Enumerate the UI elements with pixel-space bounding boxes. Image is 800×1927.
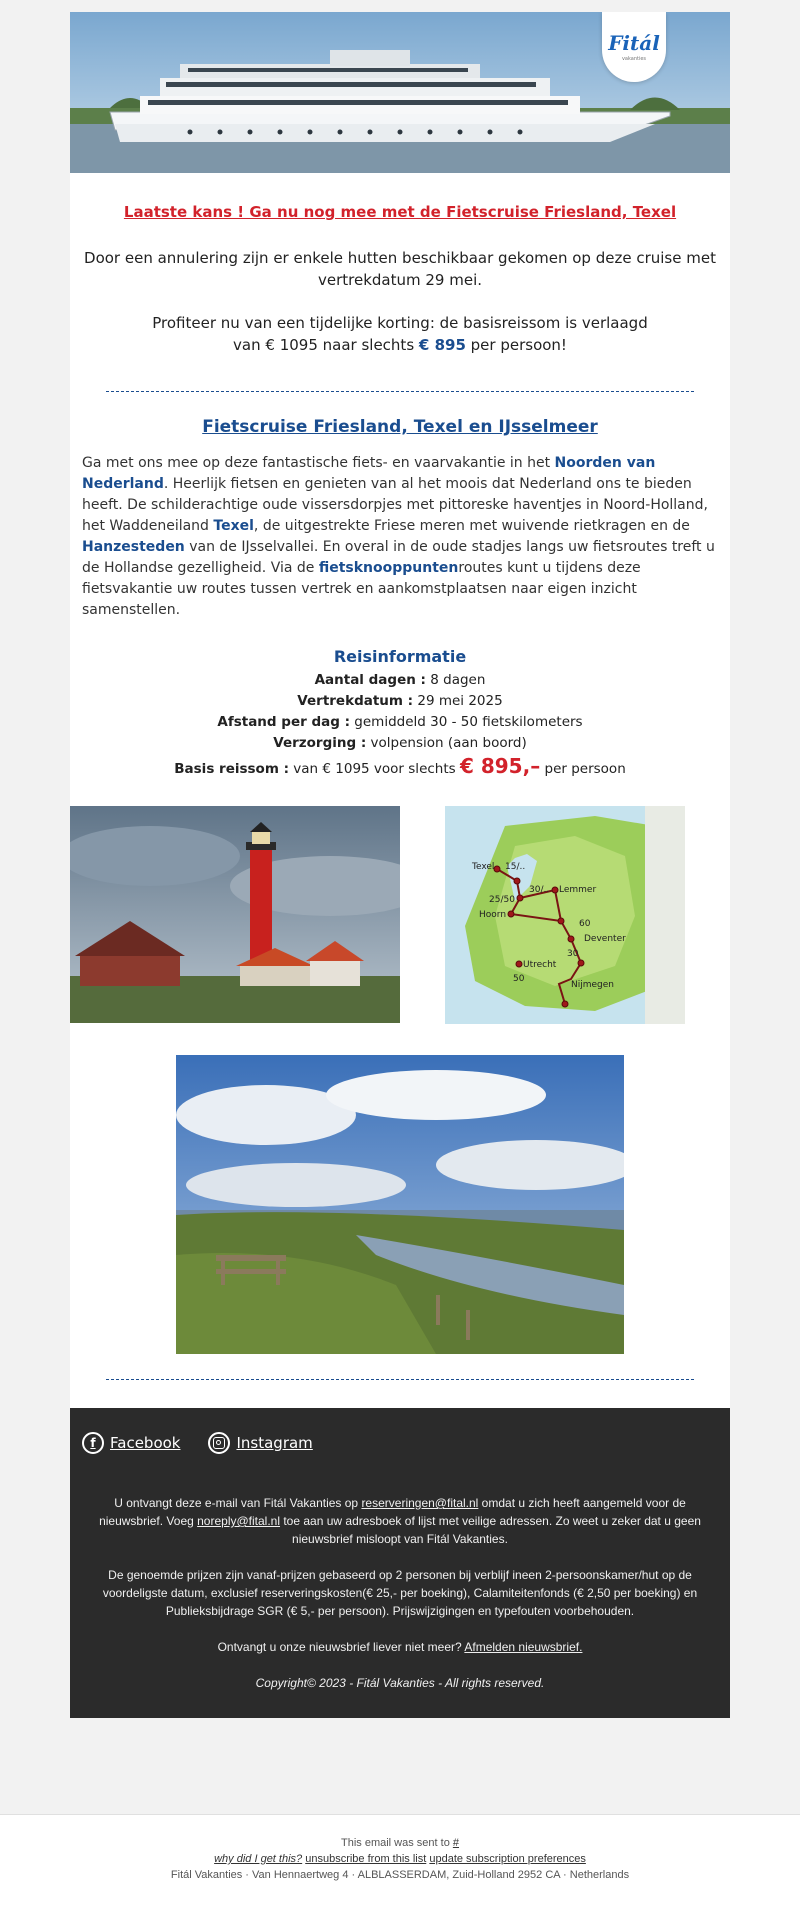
info-price-post: per persoon [540, 761, 626, 777]
info-price-big: € 895,– [459, 754, 541, 778]
landscape-illustration [176, 1055, 624, 1354]
social-links [82, 1428, 718, 1458]
footer [70, 1408, 730, 1718]
footer-copyright: Copyright© 2023 - Fitál Vakanties - All rights reserved. [255, 1676, 545, 1690]
instagram-label: Instagram [236, 1434, 313, 1452]
keyword-texel: Texel [213, 518, 254, 534]
unsubscribe-link[interactable]: unsubscribe from this list [305, 1853, 427, 1865]
hero-ship-image [70, 12, 730, 173]
body-text-3: , de uitgestrekte Friese meren met wuivende rietkragen en de [253, 518, 690, 534]
info-board [82, 733, 718, 754]
keyword-noorden: Noorden van Nederland [82, 455, 656, 492]
mailchimp-footer [0, 1814, 800, 1927]
description-text [82, 453, 718, 621]
info-days-value: 8 dagen [425, 672, 486, 688]
body-text-5: routes kunt u tijdens deze fietsvakantie uw routes tussen vertrek en aankomstplaatsen naar eigen inzicht samenstellen. [82, 560, 641, 618]
map-label-2550: 25/50 [489, 895, 515, 905]
info-days-label: Aantal dagen : [314, 672, 426, 688]
info-board-label: Verzorging : [273, 735, 367, 751]
info-board-value: volpension (aan boord) [366, 735, 527, 751]
info-price-pre: van € 1095 voor slechts [289, 761, 460, 777]
address-line: Fitál Vakanties · Van Hennaertweg 4 · ALBLASSERDAM, Zuid-Holland 2952 CA · Netherlands [170, 1869, 630, 1881]
lighthouse-photo[interactable] [70, 806, 400, 1023]
sent-to-line [0, 1835, 800, 1851]
section-title-link[interactable]: Fietscruise Friesland, Texel en IJsselmeer [202, 417, 598, 437]
footer-unsubscribe [82, 1638, 718, 1656]
email-container [70, 12, 730, 1718]
netherlands-map [445, 806, 685, 1024]
footer-notice-pre: U ontvangt deze e-mail van Fitál Vakanties op [114, 1496, 362, 1510]
route-map[interactable] [445, 806, 685, 1024]
footer-unsubscribe-text: Ontvangt u onze nieuwsbrief liever niet meer? [217, 1640, 465, 1654]
map-label-60: 60 [579, 919, 591, 929]
info-distance-value: gemiddeld 30 - 50 fietskilometers [350, 714, 583, 730]
reserveringen-email-link[interactable]: reserveringen@fital.nl [361, 1496, 479, 1510]
keyword-fietsknooppunten: fietsknooppunten [318, 560, 459, 576]
map-label-deventer: Deventer [584, 934, 626, 944]
logo-text: Fitál [608, 30, 660, 55]
map-label-15: 15/.. [505, 862, 526, 872]
discount-line2-post: per persoon! [465, 336, 567, 354]
body-text-4: van de IJsselvallei. En overal in de oude stadjes langs uw fietsroutes treft u de Hollandse gezelligheid. Via de [82, 539, 715, 576]
fital-logo[interactable] [602, 12, 666, 82]
body-text-2: . Heerlijk fietsen en genieten van al het moois dat Nederland ons te bieden heeft. De schilderachtige oude vissersdorpjes met pittoreske haventjes in Noord-Holland, het Waddeneiland [82, 476, 708, 534]
sent-to-text: This email was sent to [341, 1837, 453, 1849]
afmelden-link[interactable]: Afmelden nieuwsbrief. [464, 1640, 583, 1654]
map-label-30: 30/.. [529, 885, 550, 895]
footer-notice-mid: omdat u zich heeft aangemeld voor de nieuwsbrief. Voeg [99, 1496, 686, 1528]
map-label-hoorn: Hoorn [479, 910, 507, 920]
map-label-utrecht: Utrecht [523, 960, 557, 970]
discount-line1: Profiteer nu van een tijdelijke korting: de basisreissom is verlaagd [152, 314, 648, 332]
map-label-texel: Texel [472, 862, 495, 872]
body-text-1: Ga met ons mee op deze fantastische fiets- en vaarvakantie in het [82, 455, 555, 471]
instagram-icon [208, 1432, 230, 1454]
keyword-hanzesteden: Hanzesteden [82, 539, 185, 555]
facebook-label: Facebook [110, 1434, 181, 1452]
reisinformatie-title: Reisinformatie [333, 647, 467, 666]
noreply-email-link[interactable]: noreply@fital.nl [197, 1514, 281, 1528]
intro-text: Door een annulering zijn er enkele hutten beschikbaar gekomen op deze cruise met vertrekdatum 29 mei. [84, 249, 716, 289]
logo-subtext: vakanties [621, 55, 647, 62]
landscape-photo[interactable] [176, 1055, 624, 1354]
preferences-link[interactable]: update subscription preferences [429, 1853, 586, 1865]
image-row [70, 806, 730, 1046]
map-label-lemmer: Lemmer [559, 885, 597, 895]
info-date-value: 29 mei 2025 [413, 693, 503, 709]
footer-links [0, 1851, 800, 1867]
discount-line2-pre: van € 1095 naar slechts [233, 336, 419, 354]
info-date [82, 691, 718, 712]
instagram-link[interactable] [208, 1432, 312, 1454]
divider-bottom [106, 1379, 694, 1380]
info-date-label: Vertrekdatum : [297, 693, 414, 709]
facebook-link[interactable] [82, 1432, 180, 1454]
headline-link[interactable]: Laatste kans ! Ga nu nog mee met de Fietscruise Friesland, Texel [123, 203, 677, 221]
info-price [82, 756, 718, 780]
sent-to-link[interactable]: # [452, 1837, 459, 1849]
why-link[interactable]: why did I get this? [214, 1853, 303, 1865]
discount-price: € 895 [418, 336, 466, 354]
divider-top [106, 391, 694, 392]
info-days [82, 670, 718, 691]
footer-notice-post: toe aan uw adresboek of lijst met veilige adressen. Zo weet u zeker dat u geen nieuwsbrief misloopt van Fitál Vakanties. [280, 1514, 701, 1546]
info-distance-label: Afstand per dag : [217, 714, 350, 730]
discount-text [82, 312, 718, 356]
footer-notice [82, 1494, 718, 1548]
map-label-30b: 30 [567, 949, 579, 959]
map-label-nijmegen: Nijmegen [571, 980, 614, 990]
footer-prices-disclaimer: De genoemde prijzen zijn vanaf-prijzen gebaseerd op 2 personen bij verblijf ineen 2-persoonskamer/hut op de voordeligste datum, exclusief reserveringskosten(€ 25,- per boeking), Calamiteitenfonds (€ 2,50 per boeking) en Publieksbijdrage SGR (€ 5,- per persoon). Prijswijzigingen en typefouten voorbehouden. [102, 1568, 698, 1618]
lighthouse-illustration [70, 806, 400, 1023]
info-price-label: Basis reissom : [174, 761, 289, 777]
facebook-icon: f [82, 1432, 104, 1454]
info-distance [82, 712, 718, 733]
map-label-50: 50 [513, 974, 525, 984]
